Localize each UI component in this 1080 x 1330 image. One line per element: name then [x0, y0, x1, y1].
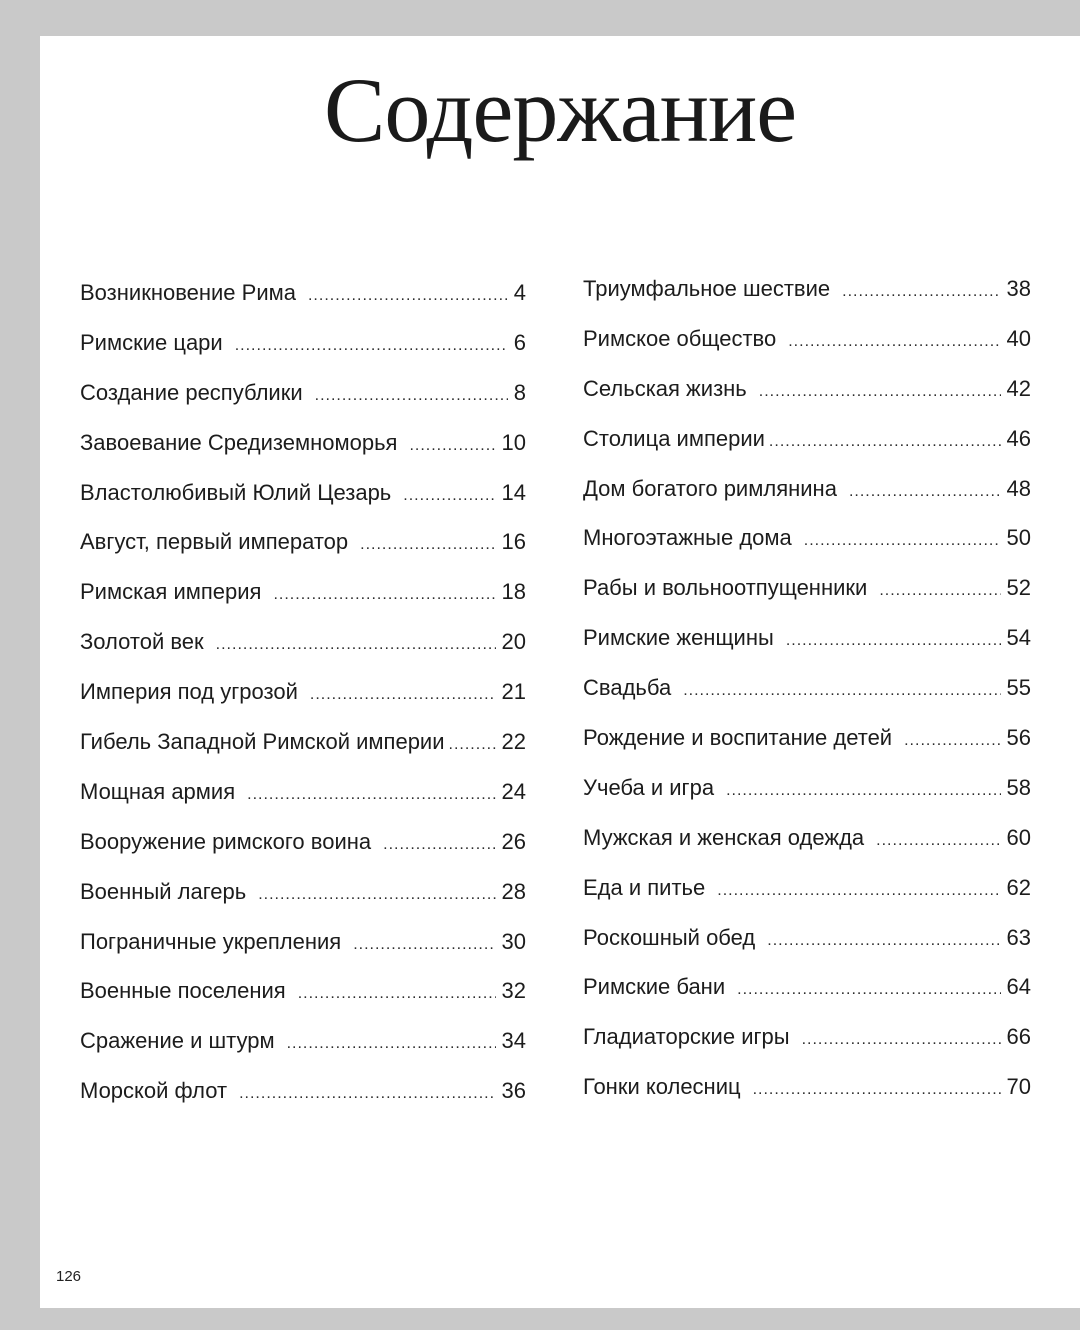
- toc-item: [583, 875, 1031, 925]
- toc-leader-dots: [767, 932, 1000, 950]
- toc-item-page: 55: [1006, 675, 1031, 701]
- toc-leader-dots: [769, 433, 1001, 451]
- toc-item-page: 18: [501, 579, 526, 605]
- toc-item: [80, 280, 526, 330]
- toc-item-label: Гладиаторские игры: [583, 1024, 790, 1050]
- toc-leader-dots: [904, 732, 1000, 750]
- toc-item-label: Рождение и воспитание детей: [583, 725, 893, 751]
- toc-item-page: 26: [501, 828, 526, 854]
- toc-leader-dots: [879, 582, 1000, 600]
- toc-item-page: 4: [513, 280, 526, 305]
- toc-item-label: Дом богатого римлянина: [583, 475, 837, 501]
- toc-item-page: 50: [1006, 525, 1031, 551]
- toc-leader-dots: [273, 586, 495, 604]
- toc-leader-dots: [759, 383, 1001, 401]
- toc-item-label: Гибель Западной Римской империи: [80, 729, 445, 755]
- toc-leader-dots: [726, 782, 1000, 800]
- toc-item-page: 52: [1006, 575, 1031, 601]
- toc-item-label: Возникновение Рима: [80, 280, 296, 305]
- toc-item: [80, 480, 526, 530]
- toc-item-label: Создание республики: [80, 379, 303, 405]
- toc-item-label: Военные поселения: [80, 978, 286, 1004]
- toc-item-page: 38: [1006, 276, 1031, 301]
- toc-leader-dots: [308, 287, 508, 305]
- toc-item-page: 70: [1006, 1074, 1031, 1100]
- toc-item-label: Пограничные укрепления: [80, 928, 342, 954]
- toc-item: [583, 426, 1031, 476]
- toc-item-label: Еда и питье: [583, 874, 706, 900]
- toc-item-label: Мощная армия: [80, 778, 236, 804]
- toc-leader-dots: [849, 483, 1001, 501]
- toc-item-label: Завоевание Средиземноморья: [80, 429, 398, 455]
- toc-item-label: Римские цари: [80, 329, 223, 355]
- toc-item: [583, 925, 1031, 975]
- toc-item-page: 10: [501, 429, 526, 455]
- toc-item-page: 64: [1006, 974, 1031, 1000]
- toc-item-label: Римская империя: [80, 579, 262, 605]
- toc-leader-dots: [360, 536, 495, 554]
- toc-leader-dots: [247, 786, 495, 804]
- toc-leader-dots: [287, 1035, 496, 1053]
- toc-item: [80, 430, 526, 480]
- toc-item-label: Роскошный обед: [583, 924, 756, 950]
- toc-item-page: 62: [1006, 874, 1031, 900]
- toc-item: [583, 525, 1031, 575]
- toc-leader-dots: [804, 532, 1001, 550]
- toc-item: [80, 679, 526, 729]
- toc-item-label: Учеба и игра: [583, 774, 715, 800]
- toc-item: [583, 476, 1031, 526]
- toc-leader-dots: [235, 337, 508, 355]
- toc-item-page: 20: [501, 629, 526, 655]
- toc-item-page: 30: [501, 928, 526, 954]
- toc-column-left: [80, 280, 526, 1128]
- toc-item-label: Римские бани: [583, 974, 726, 1000]
- toc-item-label: Римские женщины: [583, 625, 774, 651]
- page-number: 126: [56, 1268, 82, 1285]
- toc-item-page: 42: [1006, 375, 1031, 401]
- toc-item: [583, 326, 1031, 376]
- toc-item-page: 36: [501, 1078, 526, 1104]
- toc-item: [583, 1024, 1031, 1074]
- toc-item-label: Золотой век: [80, 629, 204, 655]
- toc-item: [80, 779, 526, 829]
- toc-item: [80, 579, 526, 629]
- toc-item-label: Гонки колесниц: [583, 1074, 741, 1100]
- toc-item: [583, 625, 1031, 675]
- toc-item: [583, 675, 1031, 725]
- toc-item-page: 24: [501, 778, 526, 804]
- toc-item: [80, 1028, 526, 1078]
- toc-item-page: 8: [513, 379, 526, 405]
- toc-item-label: Столица империи: [583, 425, 765, 451]
- toc-item: [583, 575, 1031, 625]
- book-page: [40, 36, 1080, 1308]
- toc-leader-dots: [683, 682, 1000, 700]
- toc-item: [583, 974, 1031, 1024]
- toc-item: [583, 376, 1031, 426]
- toc-leader-dots: [216, 636, 496, 654]
- toc-leader-dots: [449, 736, 496, 754]
- toc-leader-dots: [353, 936, 495, 954]
- toc-leader-dots: [753, 1081, 1001, 1099]
- toc-item: [80, 330, 526, 380]
- toc-item-label: Многоэтажные дома: [583, 525, 792, 551]
- toc-item-page: 63: [1006, 924, 1031, 950]
- toc-leader-dots: [315, 387, 508, 405]
- toc-item-page: 66: [1006, 1024, 1031, 1050]
- toc-leader-dots: [403, 487, 495, 505]
- toc-item: [80, 629, 526, 679]
- toc-item-page: 60: [1006, 824, 1031, 850]
- toc-leader-dots: [717, 882, 1000, 900]
- toc-item-page: 56: [1006, 725, 1031, 751]
- toc-item: [583, 775, 1031, 825]
- toc-item-page: 58: [1006, 774, 1031, 800]
- toc-leader-dots: [737, 981, 1000, 999]
- toc-item-page: 16: [501, 529, 526, 555]
- toc-item-page: 14: [501, 479, 526, 505]
- toc-item-page: 21: [501, 679, 526, 705]
- toc-item-page: 22: [501, 729, 526, 755]
- toc-leader-dots: [310, 686, 496, 704]
- toc-item-page: 40: [1006, 325, 1031, 351]
- page-title: Содержание: [323, 59, 797, 161]
- toc-item: [80, 529, 526, 579]
- toc-item-label: Мужская и женская одежда: [583, 824, 865, 850]
- toc-leader-dots: [258, 886, 495, 904]
- toc-column-right: [583, 276, 1031, 1124]
- toc-item-label: Сражение и штурм: [80, 1028, 275, 1054]
- toc-leader-dots: [842, 283, 1000, 301]
- toc-item-label: Вооружение римского воина: [80, 828, 372, 854]
- toc-leader-dots: [239, 1085, 495, 1103]
- toc-item-page: 34: [501, 1028, 526, 1054]
- toc-leader-dots: [788, 333, 1000, 351]
- toc-leader-dots: [876, 832, 1000, 850]
- toc-item-label: Август, первый император: [80, 529, 349, 555]
- toc-item: [80, 978, 526, 1028]
- toc-item: [80, 729, 526, 779]
- toc-item-label: Римское общество: [583, 325, 777, 351]
- toc-leader-dots: [802, 1031, 1001, 1049]
- toc-item-page: 6: [513, 329, 526, 355]
- toc-item-label: Рабы и вольноотпущенники: [583, 575, 868, 601]
- toc-leader-dots: [298, 985, 496, 1003]
- toc-item: [80, 1078, 526, 1128]
- toc-item: [583, 1074, 1031, 1124]
- toc-item: [80, 829, 526, 879]
- toc-item-label: Триумфальное шествие: [583, 276, 831, 301]
- toc-item-page: 28: [501, 878, 526, 904]
- toc-item: [80, 929, 526, 979]
- toc-item: [583, 725, 1031, 775]
- toc-item-label: Свадьба: [583, 675, 672, 701]
- toc-item-page: 46: [1006, 425, 1031, 451]
- toc-leader-dots: [786, 632, 1001, 650]
- toc-item-label: Властолюбивый Юлий Цезарь: [80, 479, 392, 505]
- toc-item-label: Империя под угрозой: [80, 679, 298, 705]
- toc-item-label: Военный лагерь: [80, 878, 247, 904]
- toc-item-page: 48: [1006, 475, 1031, 501]
- toc-item-page: 54: [1006, 625, 1031, 651]
- toc-item-label: Морской флот: [80, 1078, 228, 1104]
- toc-leader-dots: [409, 437, 495, 455]
- toc-item: [80, 380, 526, 430]
- toc-leader-dots: [383, 836, 495, 854]
- toc-item-page: 32: [501, 978, 526, 1004]
- toc-item-label: Сельская жизнь: [583, 375, 747, 401]
- toc-item: [583, 825, 1031, 875]
- toc-item: [80, 879, 526, 929]
- toc-item: [583, 276, 1031, 326]
